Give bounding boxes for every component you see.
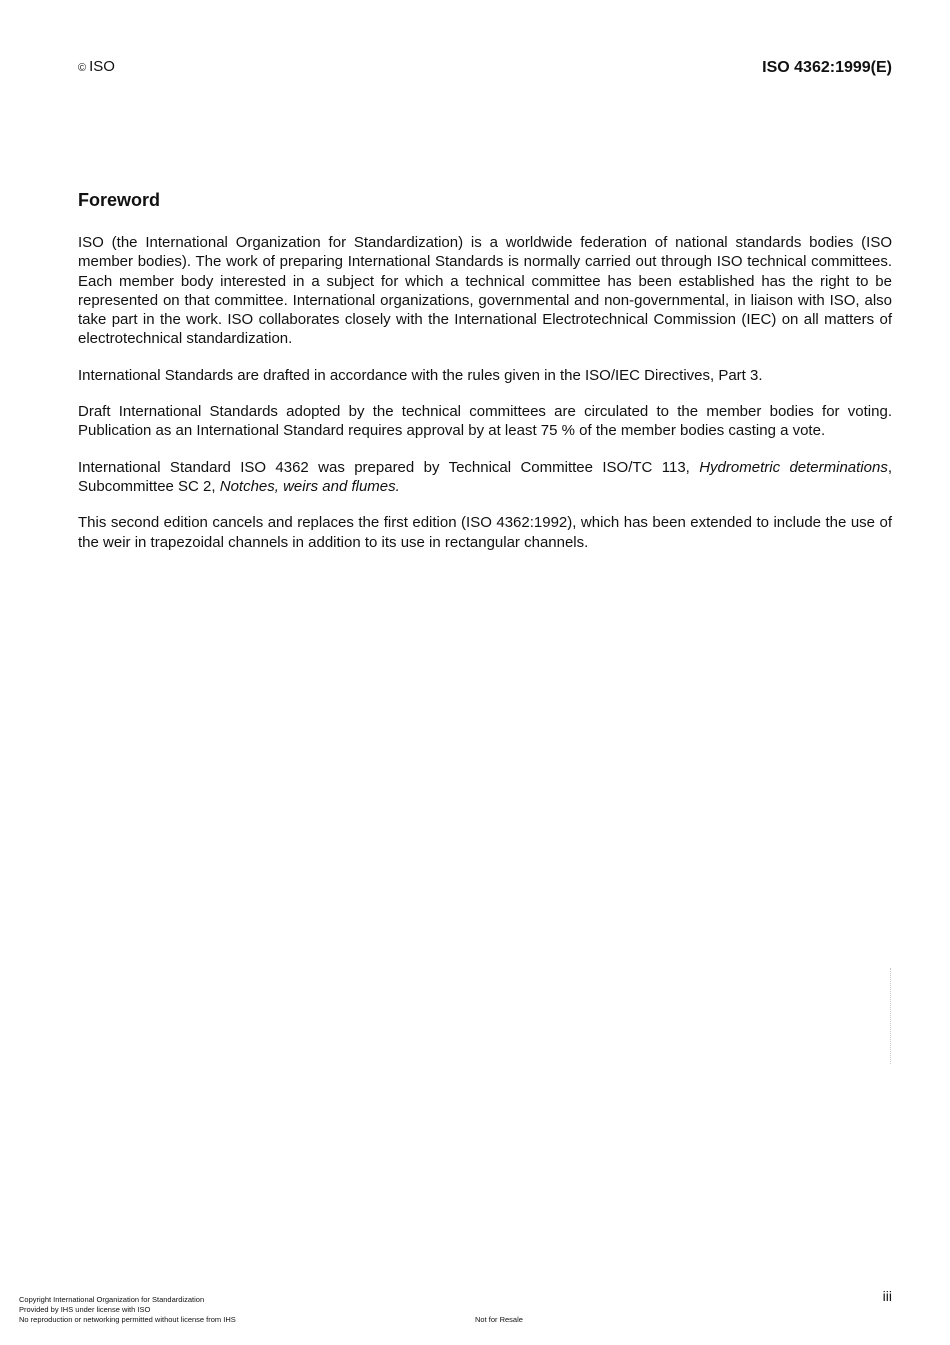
header-copyright (78, 58, 115, 75)
paragraph-edition: This second edition cancels and replaces the first edition (ISO 4362:1992), which has been extended to include the use of the weir in trapezoidal channels in addition to its use in rectangular channels. (78, 514, 892, 551)
margin-mark (890, 968, 892, 1064)
foreword-body (78, 233, 892, 569)
copyright-symbol: © (78, 62, 87, 74)
header-publisher: ISO (89, 58, 115, 75)
paragraph-voting: Draft International Standards adopted by the technical committees are circulated to the member bodies for voting. Publication as an International Standard requires approval by at least 75 % of the member bodies casting a vote. (78, 403, 892, 440)
paragraph-directives: International Standards are drafted in accordance with the rules given in the ISO/IEC Directives, Part 3. (78, 366, 763, 384)
committee-text-1: International Standard ISO 4362 was prepared by Technical Committee ISO/TC 113, (78, 458, 700, 476)
page-title: Foreword (78, 190, 161, 210)
footer-copyright (19, 1295, 236, 1325)
footer-line-1: Copyright International Organization for Standardization (19, 1295, 205, 1304)
footer-line-2: Provided by IHS under license with ISO (19, 1305, 151, 1314)
paragraph-committee (78, 458, 892, 497)
committee-name: Hydrometric determinations (699, 458, 888, 476)
footer-line-3: No reproduction or networking permitted without license from IHS (19, 1315, 236, 1324)
subcommittee-name: Notches, weirs and flumes. (219, 477, 400, 495)
committee-text-2: , Subcommittee SC 2, (78, 458, 892, 495)
document-number: ISO 4362:1999(E) (762, 59, 892, 76)
footer-not-for-resale: Not for Resale (475, 1315, 523, 1324)
paragraph-iso-overview: ISO (the International Organization for Standardization) is a worldwide federation of national standards bodies (ISO member bodies). The work of preparing International Standards is normally carried out through ISO technical committees. Each member body interested in a subject for which a technical committee has been established has the right to be represented on that committee. International organizations, governmental and non-governmental, in liaison with ISO, also take part in the work. ISO collaborates closely with the International Electrotechnical Commission (IEC) on all matters of electrotechnical standardization. (78, 234, 892, 348)
page-number: iii (882, 1288, 892, 1304)
